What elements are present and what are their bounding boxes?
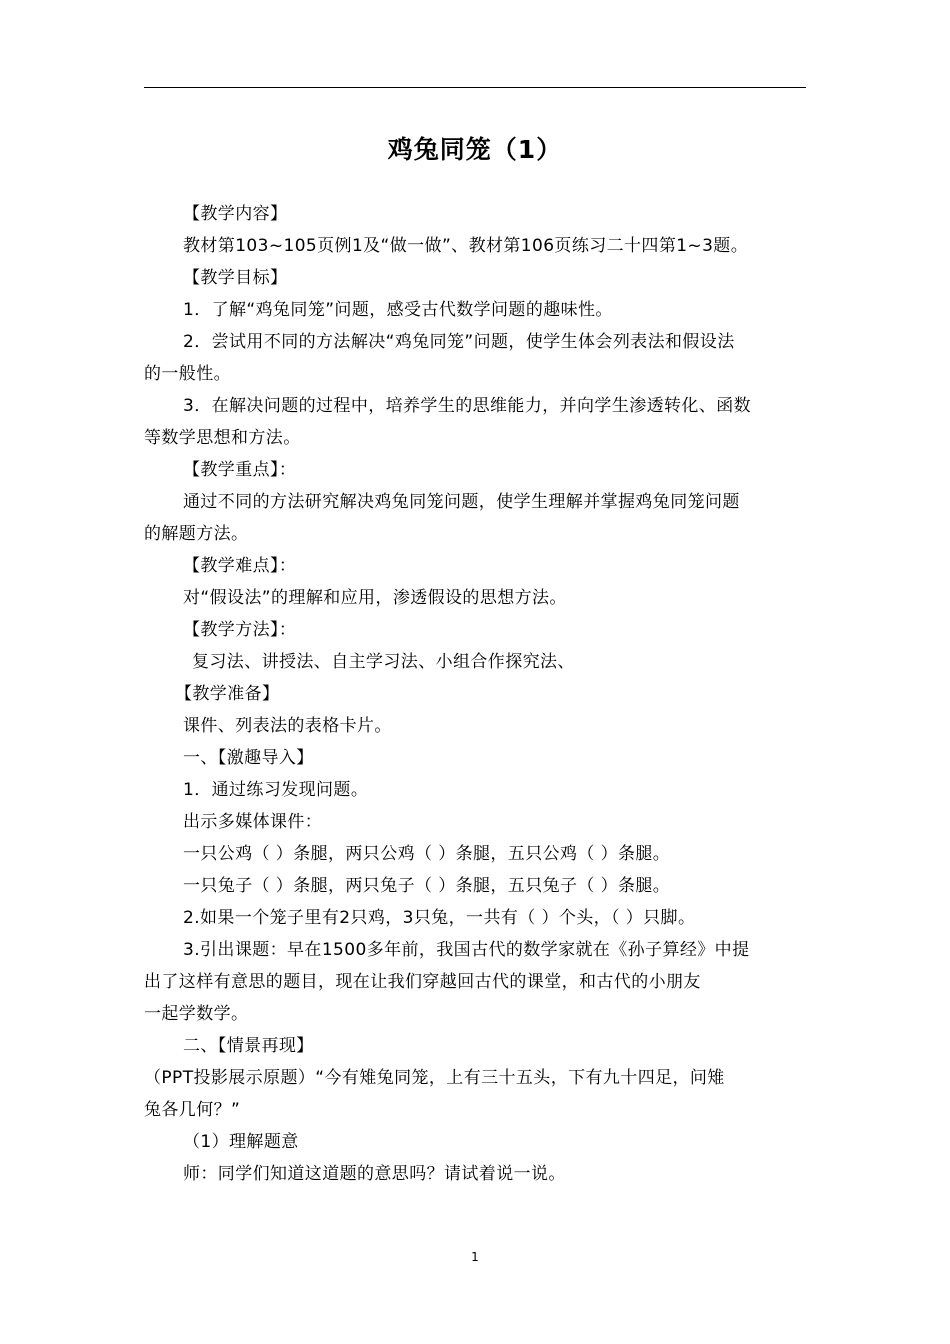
section-heading-preparation: 【教学准备】	[175, 684, 280, 704]
paragraph-line: 3．在解决问题的过程中，培养学生的思维能力，并向学生渗透转化、函数	[183, 396, 752, 416]
paragraph-line: 2．尝试用不同的方法解决“鸡兔同笼”问题，使学生体会列表法和假设法	[183, 332, 735, 352]
paragraph-line: 课件、列表法的表格卡片。	[183, 716, 392, 736]
section-heading-objectives: 【教学目标】	[183, 268, 288, 288]
paragraph-line: 1．了解“鸡兔同笼”问题，感受古代数学问题的趣味性。	[183, 300, 613, 320]
paragraph-line: （1）理解题意	[183, 1132, 299, 1152]
paragraph-line: 复习法、讲授法、自主学习法、小组合作探究法、	[192, 652, 575, 672]
header-rule	[144, 87, 806, 88]
paragraph-line: 对“假设法”的理解和应用，渗透假设的思想方法。	[183, 588, 567, 608]
paragraph-line: 一只兔子（ ）条腿，两只兔子（ ）条腿，五只兔子（ ）条腿。	[183, 876, 671, 896]
section-heading-scene: 二、【情景再现】	[183, 1036, 314, 1056]
paragraph-line: 师：同学们知道这道题的意思吗？请试着说一说。	[183, 1164, 566, 1184]
paragraph-line: 一只公鸡（ ）条腿，两只公鸡（ ）条腿，五只公鸡（ ）条腿。	[183, 844, 671, 864]
paragraph-line: 等数学思想和方法。	[144, 428, 301, 448]
paragraph-line: 出了这样有意思的题目，现在让我们穿越回古代的课堂，和古代的小朋友	[144, 972, 701, 992]
page-number: 1	[471, 1250, 479, 1264]
paragraph-line: 一起学数学。	[144, 1004, 249, 1024]
paragraph-line: 通过不同的方法研究解决鸡兔同笼问题，使学生理解并掌握鸡兔同笼问题	[183, 492, 740, 512]
paragraph-line: 1．通过练习发现问题。	[183, 780, 369, 800]
section-heading-difficulties: 【教学难点】：	[183, 556, 297, 576]
paragraph-line: 2.如果一个笼子里有2只鸡，3只兔，一共有（ ）个头，（ ）只脚。	[183, 908, 696, 928]
paragraph-line: 3.引出课题：早在1500多年前，我国古代的数学家就在《孙子算经》中提	[183, 940, 750, 960]
section-heading-content: 【教学内容】	[183, 204, 288, 224]
paragraph-line: （PPT投影展示原题）“今有雉兔同笼，上有三十五头，下有九十四足，问雉	[144, 1068, 725, 1088]
paragraph-line: 教材第103~105页例1及“做一做”、教材第106页练习二十四第1~3题。	[183, 236, 749, 256]
paragraph-line: 兔各几何？”	[144, 1100, 241, 1120]
section-heading-methods: 【教学方法】：	[183, 620, 297, 640]
section-heading-intro: 一、【激趣导入】	[183, 748, 314, 768]
page-title: 鸡兔同笼（1）	[387, 135, 563, 164]
section-heading-key-points: 【教学重点】：	[183, 460, 297, 480]
paragraph-line: 出示多媒体课件：	[183, 812, 323, 832]
paragraph-line: 的解题方法。	[144, 524, 249, 544]
paragraph-line: 的一般性。	[144, 364, 231, 384]
